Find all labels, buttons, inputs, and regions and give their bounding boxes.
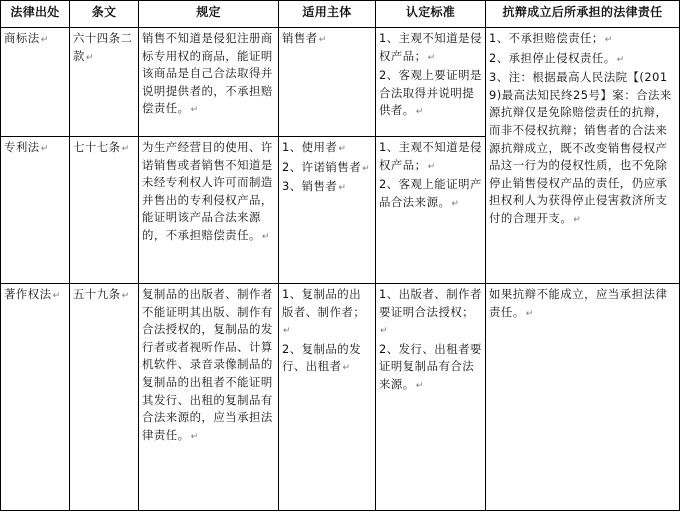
cell-rule: 复制品的出版者、制作者不能证明其出版、制作有合法授权的，复制品的发行者或者视听作品、计算机软件、录音录像制品的复制品的出租者不能证明其发行、出租的复制品有合法来源的，应当承担法律责任。↵ [139,284,279,511]
cell-source: 著作权法↵ [1,284,70,511]
header-liability: 抗辩成立后所承担的法律责任 [486,1,680,28]
table-row-trademark [1,28,680,137]
cell-liability: 如果抗辩不能成立，应当承担法律责任。↵ [486,284,680,511]
cell-source: 商标法↵ [1,28,70,137]
table-header-row [1,1,680,28]
cell-liability-shared: 1、不承担赔偿责任；↵ 2、承担停止侵权责任。↵ 3、注：根据最高人民法院【(2019)最高法知民终25号】案：合法来源抗辩仅是免除赔偿责任的抗辩，而非不侵权抗辩；销售者的合法来源抗辩成立，既不改变销售侵权产品这一行为的侵权性质，也不免除停止销售侵权产品的责任，仍应承担权利人为获得停止侵害救济所支付的合理开支。↵ [486,28,680,284]
cell-standard: 1、主观不知道是侵权产品；↵ 2、客观上要证明是合法取得并说明提供者。↵ [376,28,486,137]
header-subject: 适用主体 [279,1,376,28]
table-row-copyright [1,284,680,511]
cell-standard: 1、主观不知道是侵权产品；↵ 2、客观上能证明产品合法来源。↵ [376,137,486,284]
cell-subject: 1、使用者↵ 2、许诺销售者↵ 3、销售者↵ [279,137,376,284]
cell-article: 五十九条↵ [70,284,139,511]
cell-rule: 销售不知道是侵犯注册商标专用权的商品，能证明该商品是自己合法取得并说明提供者的，不承担赔偿责任。↵ [139,28,279,137]
header-source: 法律出处 [1,1,70,28]
cell-rule: 为生产经营目的使用、许诺销售或者销售不知道是未经专利权人许可而制造并售出的专利侵权产品，能证明该产品合法来源的，不承担赔偿责任。↵ [139,137,279,284]
cell-article: 七十七条↵ [70,137,139,284]
cell-article: 六十四条二款↵ [70,28,139,137]
cell-standard: 1、出版者、制作者要证明合法授权；↵ 2、发行、出租者要证明复制品有合法来源。↵ [376,284,486,511]
header-rule: 规定 [139,1,279,28]
cell-source: 专利法↵ [1,137,70,284]
header-standard: 认定标准 [376,1,486,28]
header-article: 条文 [70,1,139,28]
cell-subject: 销售者↵ [279,28,376,137]
cell-subject: 1、复制品的出版者、制作者；↵ 2、复制品的发行、出租者↵ [279,284,376,511]
